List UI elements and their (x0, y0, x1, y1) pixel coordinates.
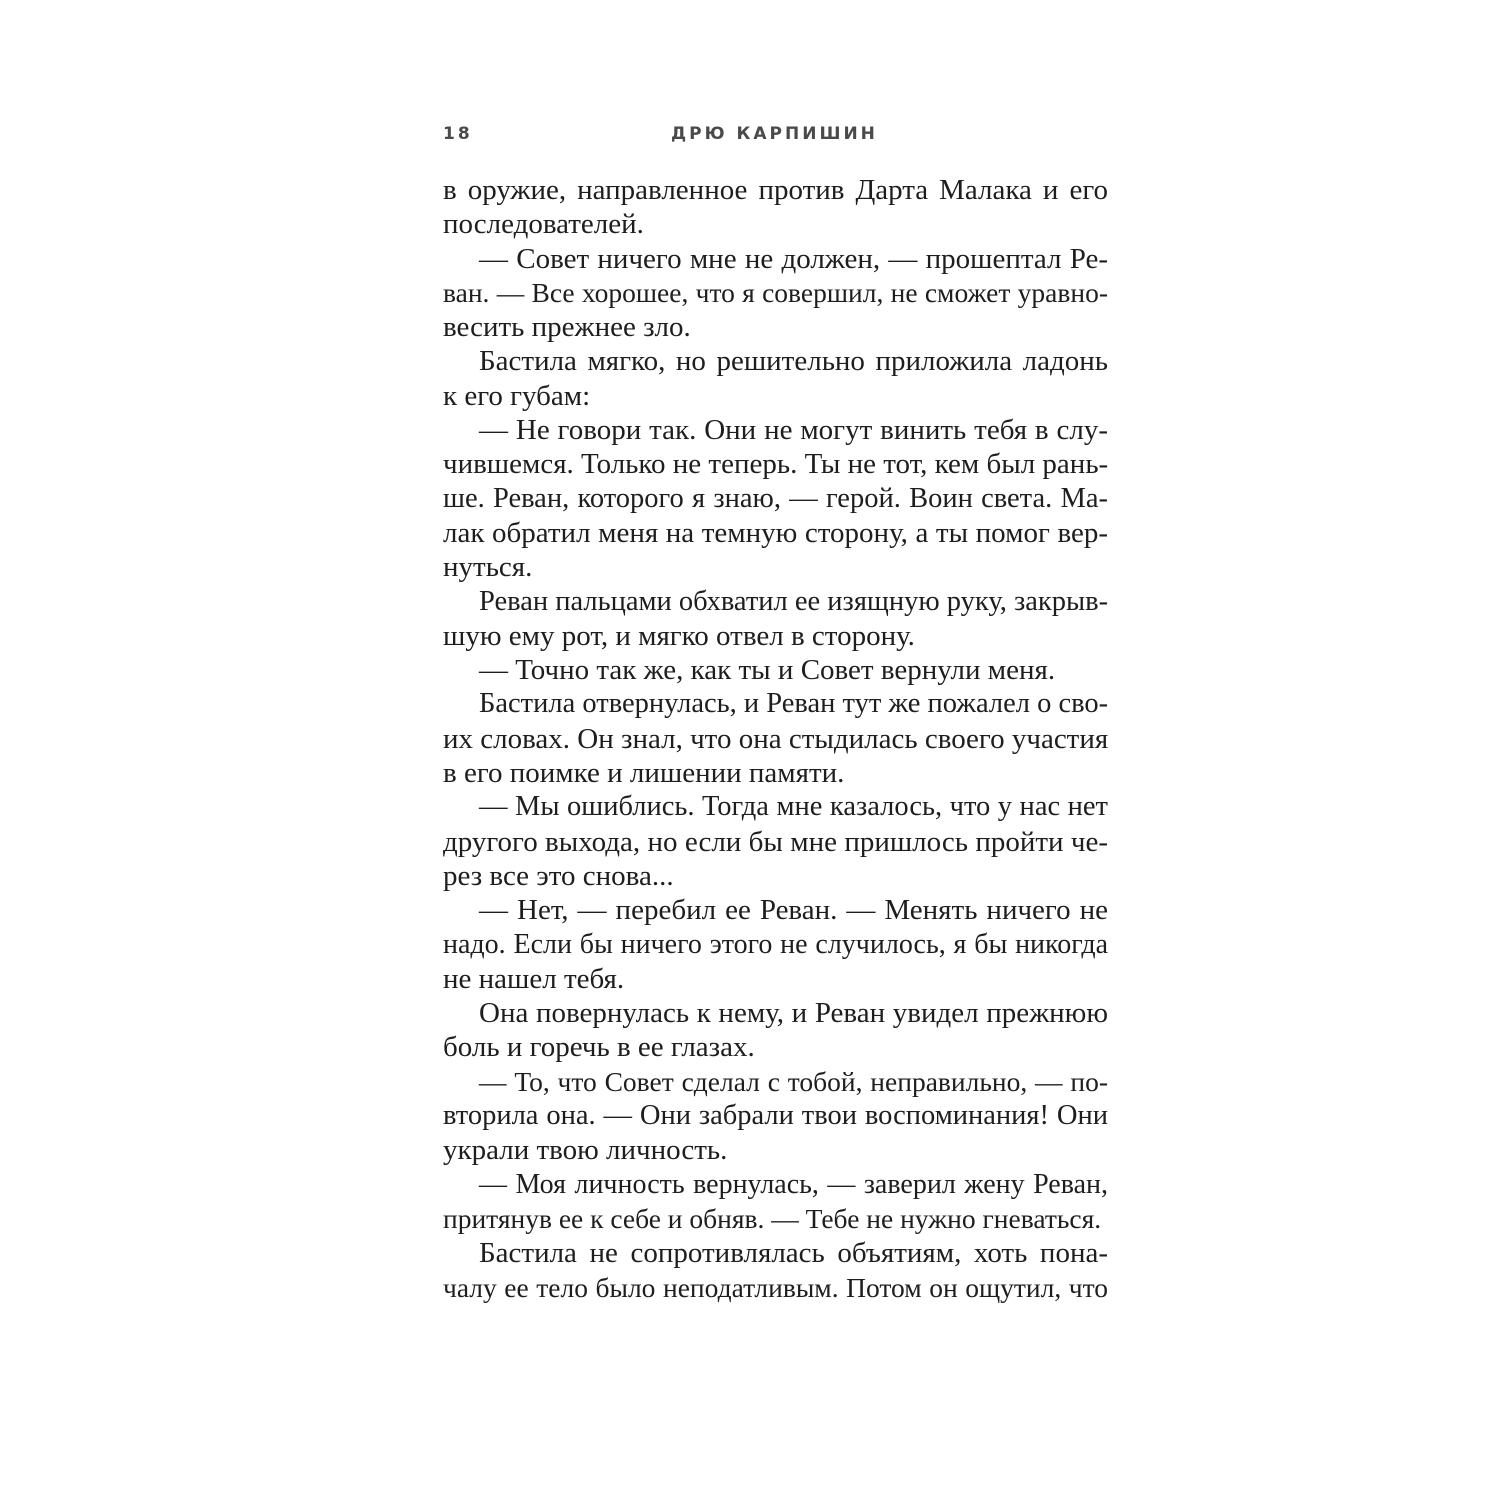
text-line: весить прежнее зло. (443, 311, 691, 344)
page-number: 18 (443, 124, 473, 144)
text-line: к его губам: (443, 379, 591, 412)
text-line: Бастила мягко, но решительно приложила ладонь (479, 345, 1108, 378)
text-line: Бастила отвернулась, и Реван тут же пожалел о сво- (479, 688, 1108, 720)
text-line: в его поимке и лишении памяти. (443, 757, 845, 790)
text-line: — Не говори так. Они не могут винить тебя в слу- (479, 414, 1108, 447)
text-line: Бастила не сопротивлялась объятиям, хоть пона- (479, 1237, 1108, 1270)
text-line: боль и горечь в ее глазах. (443, 1031, 755, 1064)
text-line: надо. Если бы ничего этого не случилось, я бы никогда (443, 928, 1108, 960)
running-head (443, 120, 1108, 150)
text-line: притянув ее к себе и обняв. — Тебе не нужно гневаться. (443, 1202, 1102, 1234)
text-line: другого выхода, но если бы мне пришлось пройти че- (443, 825, 1108, 858)
text-line: Она повернулась к нему, и Реван увидел прежнюю (479, 997, 1108, 1030)
text-line: — Точно так же, как ты и Совет вернули меня. (479, 654, 1056, 687)
text-line: — Совет ничего мне не должен, — прошептал Ре- (479, 242, 1108, 275)
body-text (443, 173, 1108, 1305)
text-line: чалу ее тело было неподатливым. Потом он ощутил, что (443, 1271, 1108, 1303)
text-line: нуться. (443, 551, 533, 584)
author-name: ДРЮ КАРПИШИН (671, 124, 878, 144)
text-line: их словах. Он знал, что она стыдилась своего участия (443, 722, 1108, 755)
text-line: — Мы ошиблись. Тогда мне казалось, что у нас нет (479, 791, 1108, 823)
text-line: украли твою личность. (443, 1134, 728, 1167)
text-line: лак обратил меня на темную сторону, а ты помог вер- (443, 516, 1108, 549)
text-line: ван. — Все хорошее, что я совершил, не сможет уравно- (443, 276, 1108, 308)
text-line: Реван пальцами обхватил ее изящную руку, закрыв- (479, 585, 1108, 617)
text-line: не нашел тебя. (443, 962, 625, 995)
text-line: вторила она. — Они забрали твои воспоминания! Они (443, 1100, 1108, 1132)
text-line: — Моя личность вернулась, — заверил жену Реван, (479, 1168, 1108, 1200)
text-line: рез все это снова... (443, 859, 674, 892)
text-line: в оружие, направленное против Дарта Малака и его (443, 174, 1108, 206)
text-line: последователей. (443, 208, 644, 241)
text-line: чившемся. Только не теперь. Ты не тот, кем был рань- (443, 448, 1108, 481)
text-line: ше. Реван, которого я знаю, — герой. Воин света. Ма- (443, 482, 1108, 514)
text-line: — Нет, — перебил ее Реван. — Менять ничего не (479, 894, 1108, 927)
text-line: — То, что Совет сделал с тобой, неправильно, — по- (479, 1065, 1108, 1097)
text-line: шую ему рот, и мягко отвел в сторону. (443, 619, 915, 652)
